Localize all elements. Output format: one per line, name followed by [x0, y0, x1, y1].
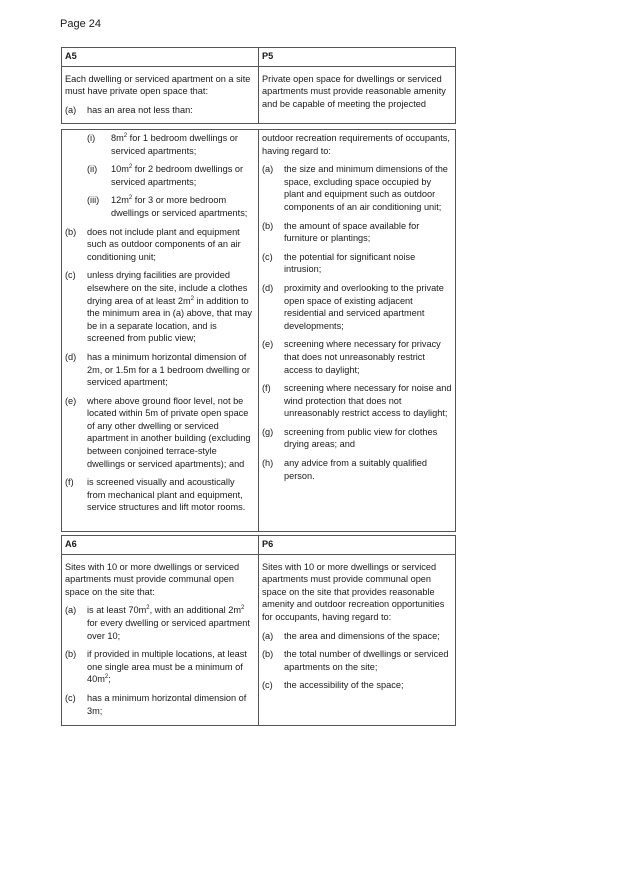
item-text: unless drying facilities are provided elsewhere on the site, include a clothes drying area of at least $2m^2$ in addition to the minimum area in (a) above, that may be in a separate location, and is screened from public view; [87, 270, 252, 344]
item-text: does not include plant and equipment such as outdoor components of an air conditioning unit; [87, 226, 241, 262]
item-label: (h) [262, 458, 274, 469]
p5-item-g [262, 426, 452, 451]
item-text: the total number of dwellings or serviced apartments on the site; [284, 649, 449, 672]
item-text: screening from public view for clothes drying areas; and [284, 426, 438, 450]
sub-item-label: (i) [87, 133, 96, 143]
item-label: (b) [262, 220, 274, 231]
table-a5-p5-top [61, 47, 456, 124]
p6-code: P6 [262, 539, 274, 549]
item-text: the potential for significant noise intrusion; [284, 251, 416, 275]
a6-item-a [65, 604, 255, 642]
table-a5-p5-continued [61, 129, 456, 532]
sub-item-label: (iii) [87, 195, 100, 206]
item-text: has a minimum horizontal dimension of 3m; [87, 692, 247, 716]
p5-intro-part2: outdoor recreation requirements of occupants, having regard to: [262, 133, 450, 156]
p6-column [259, 536, 455, 725]
item-label: (b) [262, 649, 274, 660]
p6-item-a [262, 630, 452, 643]
item-label: (c) [262, 251, 273, 262]
a5-sub-item-iii [65, 194, 255, 219]
a5-code: A5 [65, 51, 77, 61]
item-text: any advice from a suitably qualified person. [284, 458, 427, 481]
item-text: the amount of space available for furniture or plantings; [284, 220, 420, 244]
item-text: proximity and overlooking to the private open space of existing adjacent residential and serviced apartment developments; [284, 282, 444, 331]
p5-item-b [262, 220, 452, 245]
item-text: the area and dimensions of the space; [284, 630, 440, 641]
item-text: screening where necessary for noise and wind protection that does not unreasonably restrict access to daylight; [284, 383, 452, 419]
item-text: has an area not less than: [87, 104, 193, 115]
a5-item-e [65, 395, 255, 471]
item-label: (c) [262, 680, 273, 691]
item-text: is screened visually and acoustically from mechanical plant and equipment, service structures and lift motor rooms. [87, 477, 246, 513]
p6-item-b [262, 648, 452, 673]
divider [62, 66, 258, 67]
item-label: (e) [262, 339, 274, 350]
p5-item-h [262, 457, 452, 482]
sub-item-text: $12m^2$ for 3 or more bedroom dwellings or serviced apartments; [111, 195, 248, 218]
item-label: (d) [65, 351, 77, 362]
item-label: (a) [262, 164, 274, 175]
item-label: (b) [65, 649, 77, 660]
p5-item-a [262, 163, 452, 213]
item-label: (a) [65, 605, 77, 616]
divider [259, 66, 455, 67]
item-text: has a minimum horizontal dimension of 2m, or 1.5m for a 1 bedroom dwelling or serviced apartment; [87, 351, 250, 388]
item-text: the size and minimum dimensions of the space, excluding space occupied by plant and equipment such as outdoor components of an air conditioning unit; [284, 164, 448, 212]
p5-code: P5 [262, 51, 274, 61]
item-text: where above ground floor level, not be located within 5m of private open space of any other dwelling or serviced apartment in another building (excluding between conjoined terrace-style dwellings or serviced apartments); and [87, 395, 251, 469]
sub-item-label: (ii) [87, 164, 98, 175]
item-label: (f) [65, 477, 74, 488]
a6-intro: Sites with 10 or more dwellings or serviced apartments must provide communal open space on the site that: [65, 561, 240, 597]
item-label: (d) [262, 282, 274, 293]
p6-item-c [262, 679, 452, 692]
sub-item-text: $8m^2$ for 1 bedroom dwellings or serviced apartments; [111, 132, 238, 156]
item-label: (g) [262, 426, 274, 437]
table-a6-p6 [61, 535, 456, 726]
item-label: (c) [65, 692, 76, 703]
a5-sub-item-ii [65, 163, 255, 188]
p5-item-c [262, 251, 452, 276]
item-text: screening where necessary for privacy that does not unreasonably restrict access to daylight; [284, 339, 441, 375]
divider [259, 554, 455, 555]
p6-intro: Sites with 10 or more dwellings or serviced apartments must provide communal open space on the site that provides reasonable amenity and outdoor recreation opportunities for occupants, having regard to: [262, 561, 445, 622]
a5-column [62, 48, 259, 123]
a5-item-b [65, 226, 255, 264]
a6-item-b [65, 648, 255, 686]
page-number: Page 24 [60, 18, 101, 30]
a5-sub-item-i [65, 132, 255, 157]
item-text: if provided in multiple locations, at least one single area must be a minimum of $40m^2$; [87, 649, 247, 685]
a5-intro: Each dwelling or serviced apartment on a site must have private open space that: [65, 73, 251, 97]
a6-code: A6 [65, 539, 77, 549]
a5-item-a [65, 104, 255, 117]
p5-item-f [262, 382, 452, 420]
item-text: is at least $70m^2$, with an additional $2m^2$ for every dwelling or serviced apartment over 10; [87, 605, 250, 641]
divider [62, 554, 258, 555]
item-label: (e) [65, 395, 77, 406]
item-label: (b) [65, 226, 77, 237]
a5-item-d [65, 351, 255, 389]
a5-item-f [65, 476, 255, 514]
a5-continued-column [62, 130, 259, 531]
item-label: (c) [65, 270, 76, 281]
item-label: (a) [262, 630, 274, 641]
p5-item-d [262, 282, 452, 332]
p5-item-e [262, 338, 452, 376]
a5-item-c [65, 269, 255, 345]
a6-column [62, 536, 259, 725]
item-label: (a) [65, 104, 77, 115]
sub-item-text: $10m^2$ for 2 bedroom dwellings or serviced apartments; [111, 164, 244, 187]
item-text: the accessibility of the space; [284, 680, 404, 691]
p5-continued-column [259, 130, 455, 531]
a6-item-c [65, 692, 255, 717]
p5-column [259, 48, 455, 123]
item-label: (f) [262, 383, 271, 394]
p5-intro-part1: Private open space for dwellings or serviced apartments must provide reasonable amenity and be capable of meeting the projected [262, 73, 446, 109]
